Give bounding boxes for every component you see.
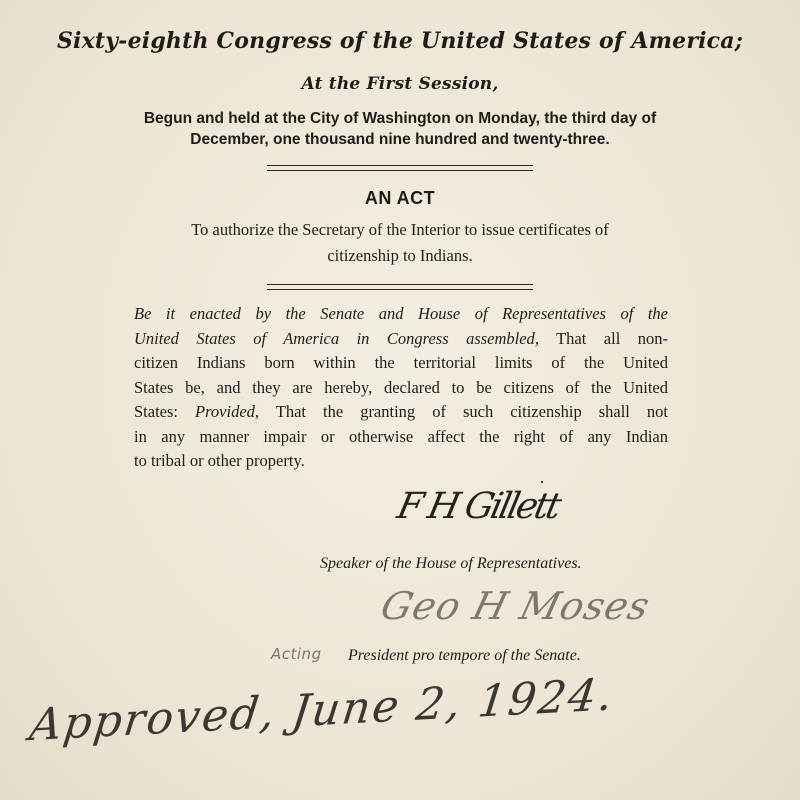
body-line-7: to tribal or other property. [134, 451, 305, 470]
body-line-5-rest: , That the granting of such citizenship shall not [254, 402, 668, 421]
speaker-signature: F H Gillett [393, 486, 563, 527]
speaker-title: Speaker of the House of Representatives. [320, 555, 582, 572]
body-line-1: Be it enacted by the Senate and House of Representatives of the [134, 304, 668, 323]
president-signature: Geo H Moses [376, 584, 655, 628]
approved-handwritten: Approved, June 2, 1924. [26, 669, 618, 752]
session-title: At the First Session, [301, 74, 499, 94]
body-line-5-start: States: [134, 402, 196, 421]
begun-line-1: Begun and held at the City of Washington on Monday, the third day of [143, 110, 657, 127]
body-line-2 [134, 327, 668, 351]
congress-title: Sixty-eighth Congress of the United States of America; [56, 28, 744, 54]
begun-line-2: December, one thousand nine hundred and twenty-three. [190, 131, 610, 148]
act-purpose-line-1: To authorize the Secretary of the Interior to issue certificates of [191, 220, 609, 239]
body-line-2-rest: , That all non- [534, 329, 668, 348]
acting-handwritten: Acting [271, 645, 322, 663]
body-line-6: in any manner impair or otherwise affect the right of any Indian [134, 427, 668, 446]
act-purpose-line-2: citizenship to Indians. [327, 246, 473, 265]
body-line-4: States be, and they are hereby, declared to be citizens of the United [134, 378, 668, 397]
act-heading: AN ACT [364, 188, 436, 208]
double-rule-bottom [267, 284, 533, 290]
president-title: President pro tempore of the Senate. [348, 647, 581, 664]
body-line-2-italic: United States of America in Congress assembled [134, 329, 535, 348]
body-line-5 [134, 400, 668, 424]
body-line-3: citizen Indians born within the territorial limits of the United [134, 353, 668, 372]
ink-mark [541, 481, 543, 483]
body-line-5-italic: Provided [195, 402, 255, 421]
double-rule-top [267, 165, 533, 171]
